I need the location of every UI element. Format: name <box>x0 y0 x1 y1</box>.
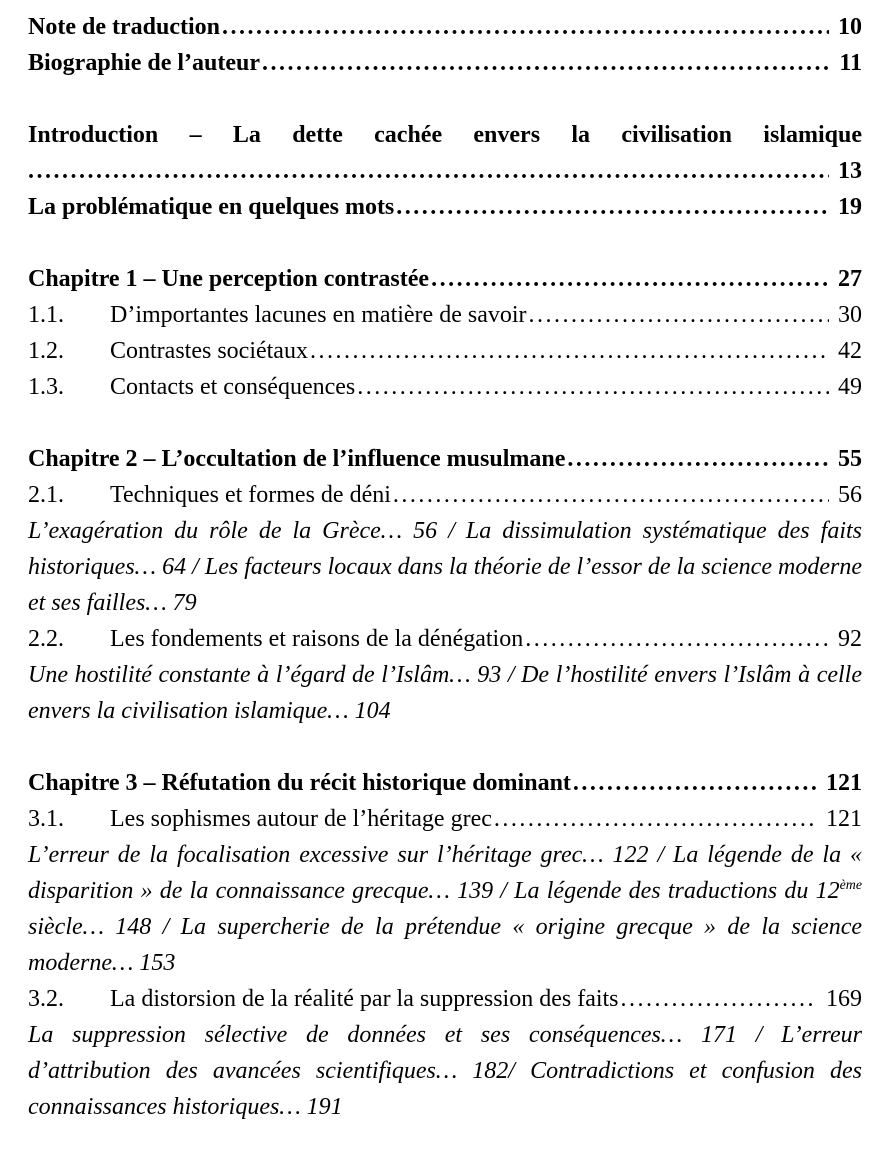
ordinal-superscript: ème <box>839 878 862 893</box>
chapter-page: 55 <box>838 446 862 472</box>
section-subtopics-3-2: La suppression sélective de données et ses conséquences… 171 / L’erreur d’attribution des avancées scientifiques… 182/ Contradictions et confusion des connaissances historiques… 191 <box>28 1022 862 1120</box>
table-of-contents <box>28 9 862 1125</box>
dot-leader <box>573 765 817 801</box>
dot-leader <box>431 261 829 297</box>
toc-section-1-1 <box>28 297 862 333</box>
dot-leader <box>529 297 829 333</box>
section-number: 1.1. <box>28 302 64 328</box>
section-title: Contacts et conséquences <box>110 374 356 400</box>
section-title: D’importantes lacunes en matière de savoir <box>110 302 527 328</box>
chapter-page: 27 <box>838 266 862 292</box>
section-page: 56 <box>838 482 862 508</box>
section-number: 3.1. <box>28 806 64 832</box>
toc-entry-problematique <box>28 189 862 225</box>
toc-entry-introduction <box>28 117 862 189</box>
subtopics-text: siècle… 148 / La supercherie de la prétendue « origine grecque » de la science moderne… 153 <box>28 914 862 976</box>
chapter-title: Chapitre 3 – Réfutation du récit historique dominant <box>28 770 571 796</box>
toc-entry-page: 10 <box>838 14 862 40</box>
toc-entry-biographie <box>28 45 862 81</box>
section-number: 1.3. <box>28 374 64 400</box>
dot-leader <box>494 801 817 837</box>
section-page: 121 <box>826 806 862 832</box>
toc-entry-title: La problématique en quelques mots <box>28 194 395 220</box>
dot-leader <box>310 333 829 369</box>
dot-leader <box>357 369 829 405</box>
section-title: Les sophismes autour de l’héritage grec <box>110 806 492 832</box>
toc-section-3-1 <box>28 801 862 837</box>
section-page: 42 <box>838 338 862 364</box>
section-title: La distorsion de la réalité par la suppression des faits <box>110 986 619 1012</box>
section-number: 1.2. <box>28 338 64 364</box>
toc-section-1-2 <box>28 333 862 369</box>
dot-leader <box>567 441 829 477</box>
section-page: 169 <box>826 986 862 1012</box>
section-number: 3.2. <box>28 986 64 1012</box>
toc-section-2-2 <box>28 621 862 657</box>
toc-chapter-3 <box>28 765 862 801</box>
section-subtopics-3-1 <box>28 837 862 981</box>
toc-section-3-2 <box>28 981 862 1017</box>
chapter-page: 121 <box>826 770 862 796</box>
toc-entry-title: Biographie de l’auteur <box>28 50 260 76</box>
subtopics-text: L’erreur de la focalisation excessive sur l’héritage grec… 122 / La légende de la « disparition » de la connaissance grecque… 139 / La légende des traductions du 12 <box>28 842 862 904</box>
toc-chapter-1 <box>28 261 862 297</box>
toc-entry-page: 19 <box>838 194 862 220</box>
section-page: 49 <box>838 374 862 400</box>
toc-entry-page: 11 <box>839 50 862 76</box>
section-subtopics-2-1: L’exagération du rôle de la Grèce… 56 / La dissimulation systématique des faits historiques… 64 / Les facteurs locaux dans la théorie de l’essor de la science moderne et ses failles… 79 <box>28 518 862 616</box>
section-page: 92 <box>838 626 862 652</box>
chapter-title: Chapitre 1 – Une perception contrastée <box>28 266 430 292</box>
section-subtopics-2-2: Une hostilité constante à l’égard de l’Islâm… 93 / De l’hostilité envers l’Islâm à celle envers la civilisation islamique… 104 <box>28 662 862 724</box>
section-number: 2.2. <box>28 626 64 652</box>
toc-section-2-1 <box>28 477 862 513</box>
section-page: 30 <box>838 302 862 328</box>
dot-leader <box>525 621 829 657</box>
dot-leader <box>621 981 817 1017</box>
toc-section-1-3 <box>28 369 862 405</box>
section-number: 2.1. <box>28 482 64 508</box>
toc-entry-title: Introduction – La dette cachée envers la civilisation islamique <box>28 122 862 148</box>
section-title: Techniques et formes de déni <box>110 482 391 508</box>
toc-entry-note-traduction <box>28 9 862 45</box>
toc-entry-dots-line <box>28 153 862 189</box>
chapter-title: Chapitre 2 – L’occultation de l’influence musulmane <box>28 446 566 472</box>
dot-leader <box>396 189 829 225</box>
toc-entry-title: Note de traduction <box>28 14 220 40</box>
section-title: Contrastes sociétaux <box>110 338 308 364</box>
toc-chapter-2 <box>28 441 862 477</box>
dot-leader <box>28 153 829 189</box>
section-title: Les fondements et raisons de la dénégation <box>110 626 524 652</box>
dot-leader <box>222 9 829 45</box>
dot-leader <box>393 477 829 513</box>
toc-entry-page: 13 <box>838 158 862 184</box>
dot-leader <box>262 45 830 81</box>
